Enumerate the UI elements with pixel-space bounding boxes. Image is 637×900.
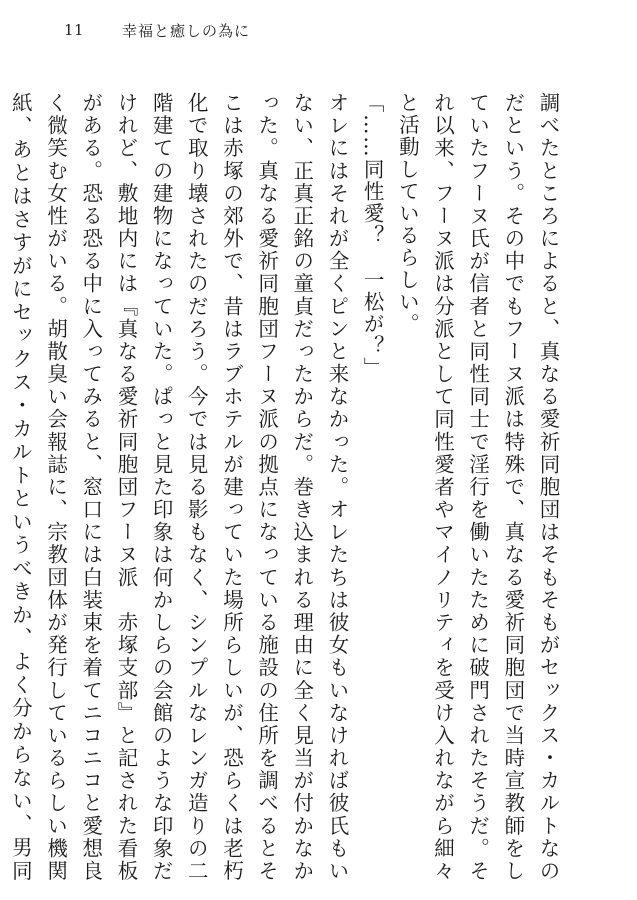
page-number: 11	[64, 21, 85, 39]
book-title: 幸福と癒しの為に	[122, 21, 251, 40]
paragraph-research: 調べたところによると、真なる愛祈同胞団はそもそもがセックス・カルトなのだという。その中でもフーヌ派は特殊で、真なる愛祈同胞団で当時宣教師をしていたフーヌ氏が信者と同性同士で淫行を働いたために破門されたそうだ。それ以来、フーヌ派は分派として同性愛者やマイノリティを受け入れながら細々と活動しているらしい。	[395, 92, 560, 882]
running-header	[64, 18, 250, 42]
paragraph-dialogue-question: 「……同性愛？ 一松が？」	[360, 92, 385, 380]
vertical-body-text	[8, 92, 565, 882]
paragraph-narration-visit: オレにはそれが全くピンと来なかった。オレたちは彼女もいなければ彼氏もいない、正真正銘の童貞だったからだ。巻き込まれる理由に全く見当が付かなかった。真なる愛祈同胞団フーヌ派の拠点になっている施設の住所を調べるとそこは赤塚の郊外で、昔はラブホテルが建っていた場所らしいが、恐らくは老朽化で取り壊されたのだろう。今では見る影もなく、シンプルなレンガ造りの二階建ての建物になっていた。ぱっと見た印象は何かしらの会館のような印象だけれど、敷地内には『真なる愛祈同胞団フーヌ派 赤塚支部』と記された看板がある。恐る恐る中に入ってみると、窓口には白装束を着てニコニコと愛想良く微笑む女性がいる。胡散臭い会報誌に、宗教団体が発行しているらしい機関紙、あとはさすがにセックス・カルトというべきか、よく分からない、男同	[8, 92, 349, 882]
